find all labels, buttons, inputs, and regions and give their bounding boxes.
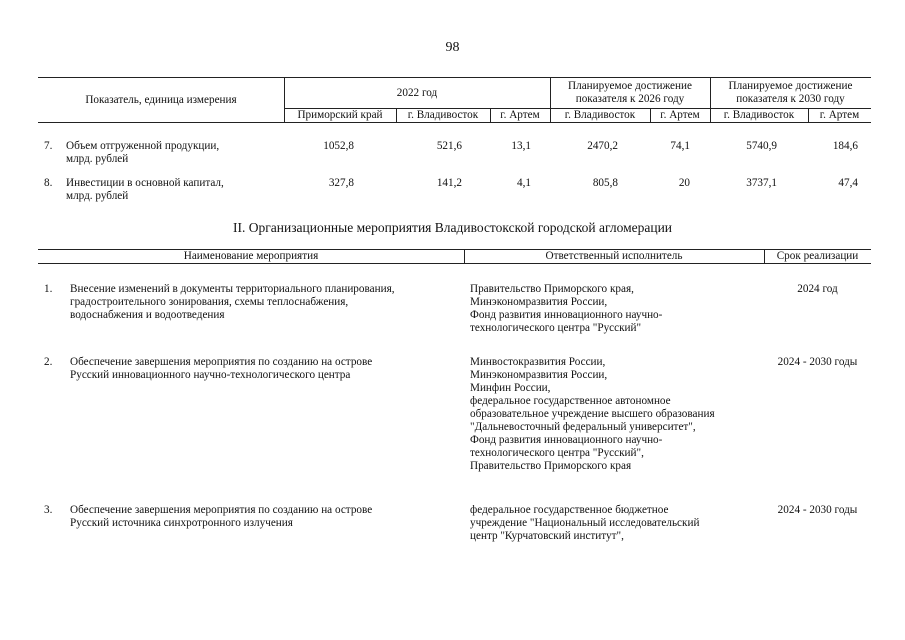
executor-line: Минэкономразвития России, <box>470 369 608 381</box>
header-indicator: Показатель, единица измерения <box>85 94 237 106</box>
executor-line: технологического центра "Русский", <box>470 447 644 459</box>
executor-line: Правительство Приморского края, <box>470 283 634 295</box>
executor-line: Минэкономразвития России, <box>470 296 608 308</box>
executor-line: образовательное учреждение высшего образования <box>470 408 715 420</box>
measure-name-line: Русский инновационного научно-технологического центра <box>70 369 351 381</box>
executor-line: технологического центра "Русский" <box>470 322 642 334</box>
executor-line: Правительство Приморского края <box>470 460 632 472</box>
row-number: 8. <box>44 177 53 189</box>
executor-line: федеральное государственное автономное <box>470 395 671 407</box>
executor-line: Минфин России, <box>470 382 551 394</box>
row-label-line2: млрд. рублей <box>66 153 129 165</box>
value-vladivostok-2022: 521,6 <box>436 140 462 152</box>
executor-line: центр "Курчатовский институт", <box>470 530 624 542</box>
value-artem-2030: 184,6 <box>832 140 858 152</box>
measure-name-line: Обеспечение завершения мероприятия по созданию на острове <box>70 504 373 516</box>
row-number: 1. <box>44 283 53 295</box>
value-primorsky: 1052,8 <box>323 140 354 152</box>
value-artem-2022: 13,1 <box>511 140 531 152</box>
measure-name-line: Внесение изменений в документы территориального планирования, <box>70 283 395 295</box>
row-number: 2. <box>44 356 53 368</box>
measure-name-line: водоснабжения и водоотведения <box>70 309 225 321</box>
header-term: Срок реализации <box>776 250 859 262</box>
value-vladivostok-2030: 3737,1 <box>746 177 777 189</box>
header-measure-name: Наименование мероприятия <box>183 250 319 262</box>
term-value: 2024 - 2030 годы <box>777 504 858 516</box>
header-plan-2026-line2: показателя к 2026 году <box>575 93 685 105</box>
value-vladivostok-2022: 141,2 <box>436 177 462 189</box>
executor-line: Фонд развития инновационного научно- <box>470 434 663 446</box>
subheader-artem-2026: г. Артем <box>660 109 700 121</box>
value-artem-2026: 20 <box>678 177 690 189</box>
value-vladivostok-2026: 2470,2 <box>587 140 618 152</box>
subheader-artem-2030: г. Артем <box>819 109 860 121</box>
executor-line: Фонд развития инновационного научно- <box>470 309 663 321</box>
page-number: 98 <box>445 40 460 55</box>
row-label-line2: млрд. рублей <box>66 190 129 202</box>
value-artem-2022: 4,1 <box>517 177 531 189</box>
header-plan-2030-line1: Планируемое достижение <box>728 80 853 92</box>
value-primorsky: 327,8 <box>328 177 354 189</box>
row-label-line1: Инвестиции в основной капитал, <box>66 177 224 189</box>
executor-line: федеральное государственное бюджетное <box>470 504 669 516</box>
term-value: 2024 - 2030 годы <box>777 356 858 368</box>
value-artem-2030: 47,4 <box>838 177 858 189</box>
executor-line: "Дальневосточный федеральный университет", <box>470 421 696 433</box>
subheader-artem-2022: г. Артем <box>500 109 540 121</box>
row-label-line1: Объем отгруженной продукции, <box>66 140 220 152</box>
header-plan-2026-line1: Планируемое достижение <box>568 80 692 92</box>
subheader-vladivostok-2026: г. Владивосток <box>564 109 636 121</box>
header-executor: Ответственный исполнитель <box>545 250 683 262</box>
measure-name-line: градостроительного зонирования, схемы теплоснабжения, <box>70 296 349 308</box>
value-vladivostok-2030: 5740,9 <box>746 140 777 152</box>
subheader-vladivostok-2030: г. Владивосток <box>723 109 795 121</box>
header-year-2022: 2022 год <box>396 87 438 99</box>
measure-name-line: Русский источника синхротронного излучения <box>70 517 293 529</box>
subheader-vladivostok-2022: г. Владивосток <box>407 109 479 121</box>
row-number: 7. <box>44 140 53 152</box>
section-title: II. Организационные мероприятия Владивостокской городской агломерации <box>232 220 673 235</box>
row-number: 3. <box>44 504 53 516</box>
value-vladivostok-2026: 805,8 <box>592 177 618 189</box>
header-plan-2030-line2: показателя к 2030 году <box>736 93 845 105</box>
executor-line: учреждение "Национальный исследовательский <box>470 517 700 529</box>
value-artem-2026: 74,1 <box>670 140 690 152</box>
measure-name-line: Обеспечение завершения мероприятия по созданию на острове <box>70 356 373 368</box>
subheader-primorsky: Приморский край <box>297 109 383 121</box>
executor-line: Минвостокразвития России, <box>470 356 606 368</box>
term-value: 2024 год <box>797 283 838 295</box>
